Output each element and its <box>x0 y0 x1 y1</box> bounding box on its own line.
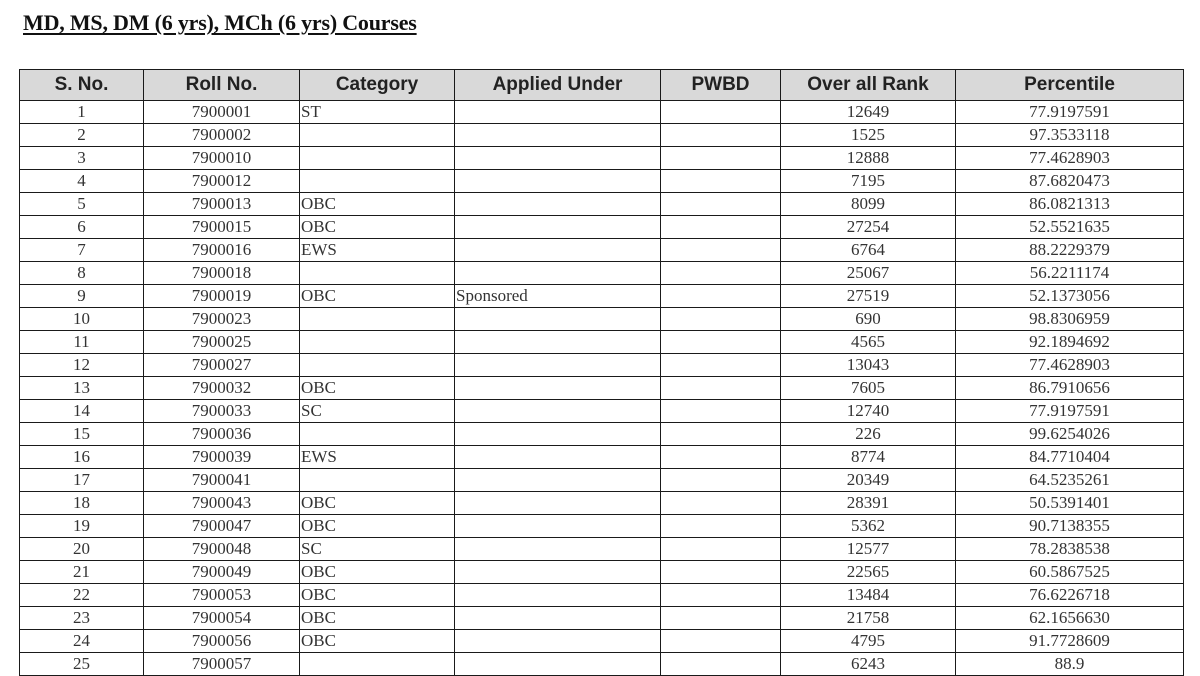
cell-overall-rank: 27254 <box>781 216 956 239</box>
table-row <box>20 331 1184 354</box>
cell-percentile: 76.6226718 <box>956 584 1184 607</box>
cell-percentile: 64.5235261 <box>956 469 1184 492</box>
cell-percentile: 77.9197591 <box>956 400 1184 423</box>
cell-pwbd <box>661 469 781 492</box>
header-pwbd: PWBD <box>661 70 781 101</box>
cell-overall-rank: 8774 <box>781 446 956 469</box>
header-category: Category <box>300 70 455 101</box>
cell-applied-under <box>455 607 661 630</box>
cell-roll-no: 7900023 <box>144 308 300 331</box>
cell-sno: 16 <box>20 446 144 469</box>
cell-category: ST <box>300 101 455 124</box>
cell-applied-under <box>455 262 661 285</box>
header-sno: S. No. <box>20 70 144 101</box>
cell-category <box>300 423 455 446</box>
cell-sno: 11 <box>20 331 144 354</box>
cell-sno: 21 <box>20 561 144 584</box>
cell-applied-under <box>455 469 661 492</box>
table-row <box>20 423 1184 446</box>
cell-overall-rank: 8099 <box>781 193 956 216</box>
cell-pwbd <box>661 492 781 515</box>
cell-roll-no: 7900053 <box>144 584 300 607</box>
cell-applied-under <box>455 400 661 423</box>
cell-sno: 12 <box>20 354 144 377</box>
cell-category: OBC <box>300 492 455 515</box>
table-row <box>20 584 1184 607</box>
cell-percentile: 97.3533118 <box>956 124 1184 147</box>
cell-percentile: 86.7910656 <box>956 377 1184 400</box>
cell-overall-rank: 13043 <box>781 354 956 377</box>
table-row <box>20 653 1184 676</box>
cell-percentile: 88.2229379 <box>956 239 1184 262</box>
cell-category: OBC <box>300 607 455 630</box>
cell-pwbd <box>661 285 781 308</box>
cell-category: EWS <box>300 239 455 262</box>
cell-sno: 20 <box>20 538 144 561</box>
cell-sno: 14 <box>20 400 144 423</box>
table-row <box>20 170 1184 193</box>
cell-applied-under <box>455 561 661 584</box>
cell-roll-no: 7900001 <box>144 101 300 124</box>
cell-pwbd <box>661 423 781 446</box>
table-row <box>20 561 1184 584</box>
table-row <box>20 469 1184 492</box>
cell-applied-under <box>455 538 661 561</box>
cell-category: SC <box>300 538 455 561</box>
cell-roll-no: 7900039 <box>144 446 300 469</box>
header-roll-no: Roll No. <box>144 70 300 101</box>
cell-sno: 1 <box>20 101 144 124</box>
cell-sno: 13 <box>20 377 144 400</box>
cell-roll-no: 7900033 <box>144 400 300 423</box>
cell-overall-rank: 5362 <box>781 515 956 538</box>
cell-overall-rank: 12577 <box>781 538 956 561</box>
cell-category <box>300 331 455 354</box>
results-table <box>19 69 1184 676</box>
cell-applied-under: Sponsored <box>455 285 661 308</box>
cell-applied-under <box>455 216 661 239</box>
cell-pwbd <box>661 377 781 400</box>
cell-applied-under <box>455 446 661 469</box>
cell-percentile: 62.1656630 <box>956 607 1184 630</box>
cell-sno: 23 <box>20 607 144 630</box>
cell-overall-rank: 12649 <box>781 101 956 124</box>
cell-roll-no: 7900027 <box>144 354 300 377</box>
cell-applied-under <box>455 423 661 446</box>
cell-overall-rank: 690 <box>781 308 956 331</box>
cell-applied-under <box>455 193 661 216</box>
cell-pwbd <box>661 607 781 630</box>
cell-category <box>300 469 455 492</box>
cell-percentile: 98.8306959 <box>956 308 1184 331</box>
cell-sno: 18 <box>20 492 144 515</box>
cell-applied-under <box>455 124 661 147</box>
cell-category: OBC <box>300 515 455 538</box>
cell-applied-under <box>455 492 661 515</box>
cell-overall-rank: 20349 <box>781 469 956 492</box>
table-body <box>20 101 1184 676</box>
cell-sno: 5 <box>20 193 144 216</box>
cell-pwbd <box>661 446 781 469</box>
cell-sno: 24 <box>20 630 144 653</box>
cell-pwbd <box>661 584 781 607</box>
cell-sno: 7 <box>20 239 144 262</box>
cell-overall-rank: 1525 <box>781 124 956 147</box>
cell-applied-under <box>455 653 661 676</box>
cell-percentile: 77.4628903 <box>956 147 1184 170</box>
cell-category <box>300 308 455 331</box>
cell-sno: 2 <box>20 124 144 147</box>
cell-pwbd <box>661 239 781 262</box>
cell-pwbd <box>661 653 781 676</box>
cell-pwbd <box>661 101 781 124</box>
cell-category: OBC <box>300 377 455 400</box>
table-row <box>20 607 1184 630</box>
cell-overall-rank: 13484 <box>781 584 956 607</box>
cell-percentile: 92.1894692 <box>956 331 1184 354</box>
cell-applied-under <box>455 331 661 354</box>
cell-percentile: 50.5391401 <box>956 492 1184 515</box>
cell-pwbd <box>661 538 781 561</box>
cell-roll-no: 7900015 <box>144 216 300 239</box>
table-row <box>20 400 1184 423</box>
cell-category: SC <box>300 400 455 423</box>
table-row <box>20 216 1184 239</box>
cell-pwbd <box>661 561 781 584</box>
cell-pwbd <box>661 262 781 285</box>
cell-applied-under <box>455 354 661 377</box>
cell-overall-rank: 25067 <box>781 262 956 285</box>
cell-sno: 9 <box>20 285 144 308</box>
cell-roll-no: 7900016 <box>144 239 300 262</box>
cell-sno: 6 <box>20 216 144 239</box>
table-row <box>20 285 1184 308</box>
cell-overall-rank: 7605 <box>781 377 956 400</box>
cell-overall-rank: 226 <box>781 423 956 446</box>
cell-applied-under <box>455 630 661 653</box>
cell-category <box>300 354 455 377</box>
cell-overall-rank: 6764 <box>781 239 956 262</box>
table-row <box>20 630 1184 653</box>
cell-applied-under <box>455 515 661 538</box>
cell-sno: 3 <box>20 147 144 170</box>
table-row <box>20 538 1184 561</box>
cell-applied-under <box>455 101 661 124</box>
cell-overall-rank: 22565 <box>781 561 956 584</box>
table-row <box>20 377 1184 400</box>
cell-roll-no: 7900010 <box>144 147 300 170</box>
cell-roll-no: 7900056 <box>144 630 300 653</box>
cell-applied-under <box>455 584 661 607</box>
cell-percentile: 90.7138355 <box>956 515 1184 538</box>
cell-overall-rank: 4565 <box>781 331 956 354</box>
cell-roll-no: 7900054 <box>144 607 300 630</box>
cell-sno: 4 <box>20 170 144 193</box>
cell-category <box>300 262 455 285</box>
cell-category: OBC <box>300 216 455 239</box>
cell-roll-no: 7900019 <box>144 285 300 308</box>
cell-applied-under <box>455 308 661 331</box>
cell-category: OBC <box>300 584 455 607</box>
table-row <box>20 515 1184 538</box>
cell-sno: 10 <box>20 308 144 331</box>
cell-percentile: 77.9197591 <box>956 101 1184 124</box>
cell-sno: 17 <box>20 469 144 492</box>
cell-pwbd <box>661 124 781 147</box>
cell-roll-no: 7900018 <box>144 262 300 285</box>
cell-category: OBC <box>300 630 455 653</box>
cell-sno: 8 <box>20 262 144 285</box>
cell-pwbd <box>661 400 781 423</box>
cell-sno: 15 <box>20 423 144 446</box>
cell-overall-rank: 4795 <box>781 630 956 653</box>
cell-applied-under <box>455 377 661 400</box>
cell-pwbd <box>661 630 781 653</box>
cell-category <box>300 653 455 676</box>
table-row <box>20 101 1184 124</box>
table-row <box>20 308 1184 331</box>
cell-pwbd <box>661 170 781 193</box>
cell-overall-rank: 12888 <box>781 147 956 170</box>
table-row <box>20 492 1184 515</box>
table-row <box>20 262 1184 285</box>
cell-sno: 25 <box>20 653 144 676</box>
cell-overall-rank: 21758 <box>781 607 956 630</box>
cell-roll-no: 7900047 <box>144 515 300 538</box>
cell-roll-no: 7900048 <box>144 538 300 561</box>
cell-overall-rank: 6243 <box>781 653 956 676</box>
cell-percentile: 52.5521635 <box>956 216 1184 239</box>
cell-pwbd <box>661 147 781 170</box>
cell-category <box>300 170 455 193</box>
cell-applied-under <box>455 147 661 170</box>
cell-percentile: 99.6254026 <box>956 423 1184 446</box>
cell-overall-rank: 12740 <box>781 400 956 423</box>
cell-roll-no: 7900049 <box>144 561 300 584</box>
cell-sno: 19 <box>20 515 144 538</box>
cell-category: OBC <box>300 561 455 584</box>
cell-sno: 22 <box>20 584 144 607</box>
cell-overall-rank: 27519 <box>781 285 956 308</box>
cell-percentile: 78.2838538 <box>956 538 1184 561</box>
cell-roll-no: 7900025 <box>144 331 300 354</box>
cell-overall-rank: 28391 <box>781 492 956 515</box>
cell-pwbd <box>661 308 781 331</box>
cell-roll-no: 7900002 <box>144 124 300 147</box>
cell-pwbd <box>661 354 781 377</box>
cell-percentile: 91.7728609 <box>956 630 1184 653</box>
cell-applied-under <box>455 239 661 262</box>
cell-applied-under <box>455 170 661 193</box>
cell-percentile: 77.4628903 <box>956 354 1184 377</box>
document-title: MD, MS, DM (6 yrs), MCh (6 yrs) Courses <box>23 10 417 35</box>
cell-category: OBC <box>300 285 455 308</box>
cell-category: OBC <box>300 193 455 216</box>
cell-pwbd <box>661 331 781 354</box>
header-overall-rank: Over all Rank <box>781 70 956 101</box>
cell-roll-no: 7900057 <box>144 653 300 676</box>
cell-category: EWS <box>300 446 455 469</box>
cell-category <box>300 124 455 147</box>
cell-roll-no: 7900032 <box>144 377 300 400</box>
cell-percentile: 88.9 <box>956 653 1184 676</box>
table-row <box>20 239 1184 262</box>
table-row <box>20 193 1184 216</box>
cell-overall-rank: 7195 <box>781 170 956 193</box>
cell-roll-no: 7900012 <box>144 170 300 193</box>
cell-percentile: 56.2211174 <box>956 262 1184 285</box>
table-row <box>20 446 1184 469</box>
cell-roll-no: 7900043 <box>144 492 300 515</box>
cell-pwbd <box>661 216 781 239</box>
table-row <box>20 354 1184 377</box>
cell-percentile: 84.7710404 <box>956 446 1184 469</box>
cell-pwbd <box>661 193 781 216</box>
cell-category <box>300 147 455 170</box>
cell-percentile: 52.1373056 <box>956 285 1184 308</box>
table-row <box>20 147 1184 170</box>
cell-percentile: 86.0821313 <box>956 193 1184 216</box>
header-applied-under: Applied Under <box>455 70 661 101</box>
cell-pwbd <box>661 515 781 538</box>
cell-percentile: 60.5867525 <box>956 561 1184 584</box>
header-percentile: Percentile <box>956 70 1184 101</box>
cell-roll-no: 7900013 <box>144 193 300 216</box>
table-row <box>20 124 1184 147</box>
table-header-row <box>20 70 1184 101</box>
cell-percentile: 87.6820473 <box>956 170 1184 193</box>
cell-roll-no: 7900041 <box>144 469 300 492</box>
cell-roll-no: 7900036 <box>144 423 300 446</box>
